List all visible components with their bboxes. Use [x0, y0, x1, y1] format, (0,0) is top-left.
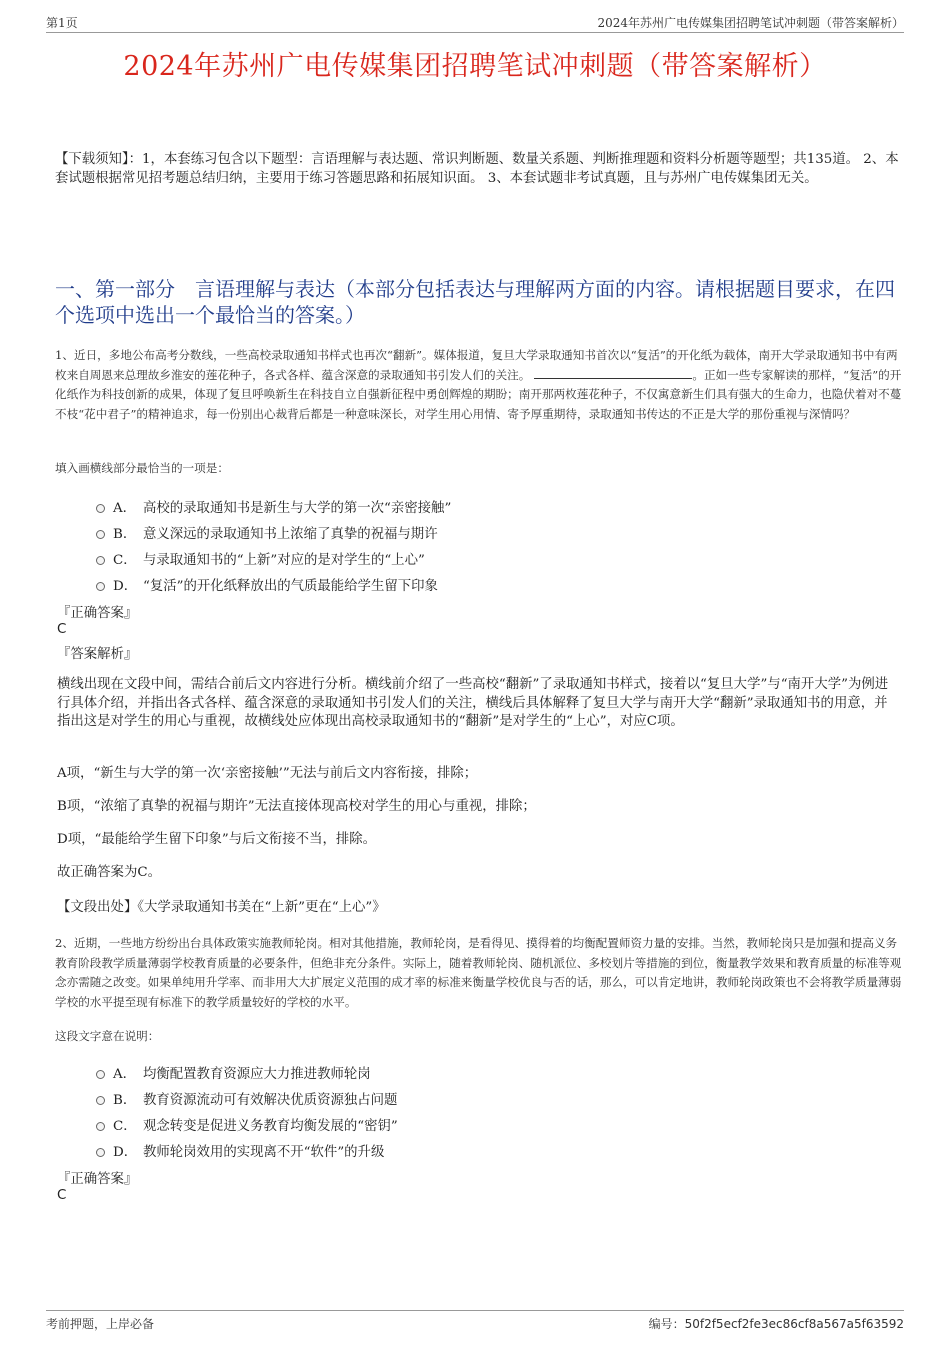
question-1-analysis-label: 『答案解析』 — [57, 647, 138, 662]
question-1-option-a[interactable] — [96, 497, 451, 517]
option-letter: B． — [113, 527, 137, 542]
question-1-answer-label: 『正确答案』 — [57, 606, 138, 621]
footer-code-label: 编号： — [648, 1317, 685, 1331]
question-2-option-c[interactable] — [96, 1115, 398, 1135]
option-letter: D． — [113, 579, 138, 594]
question-1-prompt: 填入画横线部分最恰当的一项是： — [55, 461, 229, 475]
option-letter: C． — [113, 553, 137, 568]
question-1-text-before: 1、近日，多地公布高考分数线，一些高校录取通知书样式也再次“翻新”。媒体报道，复旦大学录取通知书首次以“复活”的开化纸为载体，南开大学录取通知书中有两枚来自周恩来总理故乡淮安的莲花种子，各式各样、蕴含深意的录取通知书引发人们的关注。 — [55, 348, 898, 382]
radio-icon[interactable] — [96, 504, 105, 513]
header-doc-title: 2024年苏州广电传媒集团招聘笔试冲刺题（带答案解析） — [597, 16, 904, 30]
option-text: 观念转变是促进义务教育均衡发展的“密钥” — [143, 1119, 398, 1134]
option-letter: D． — [113, 1145, 138, 1160]
option-text: 意义深远的录取通知书上浓缩了真挚的祝福与期许 — [143, 527, 438, 542]
fill-blank-line — [534, 368, 692, 379]
footer-code-block — [649, 1315, 904, 1332]
question-2-answer: C — [57, 1188, 67, 1203]
question-2-text: 2、近期，一些地方纷纷出台具体政策实施教师轮岗。相对其他措施，教师轮岗，是看得见、摸得着的均衡配置师资力量的安排。当然，教师轮岗只是加强和提高义务教育阶段教学质量薄弱学校教育质量的必要条件，但绝非充分条件。实际上，随着教师轮岗、随机派位、多校划片等措施的到位，衡量教学效果和教育质量的标准等观念亦需随之改变。如果单纯用升学率、而非用大大扩展定义范围的成才率的标准来衡量学校优良与否的话，那么，可以肯定地讲，教师轮岗政策也不会将教学质量薄弱学校的水平提至现有标准下的教学质量较好的学校的水平。 — [55, 936, 902, 1009]
option-text: 均衡配置教育资源应大力推进教师轮岗 — [143, 1067, 371, 1082]
question-1-exclude-a: A项，“新生与大学的第一次‘亲密接触’”无法与前后文内容衔接，排除； — [57, 766, 478, 781]
question-2-prompt: 这段文字意在说明： — [55, 1029, 160, 1043]
question-1-text-after: 。正如一些专家解读的那样，“复活”的开化纸作为科技创新的成果，体现了复旦呼唤新生在科技自立自强新征程中勇创辉煌的期盼；南开那两枚莲花种子，不仅寓意新生们具有强大的生命力，也隐伏着对不蔓不枝“花中君子”的精神追求，每一份别出心裁背后都是一种意味深长，对学生用心用情、寄予厚重期待，录取通知书传达的不正是大学的那份重视与深情吗？ — [55, 367, 902, 421]
option-letter: A． — [113, 1067, 137, 1082]
option-letter: C． — [113, 1119, 137, 1134]
question-2-answer-label: 『正确答案』 — [57, 1172, 138, 1187]
option-text: 教育资源流动可有效解决优质资源独占问题 — [143, 1093, 398, 1108]
radio-icon[interactable] — [96, 1096, 105, 1105]
download-notice: 【下载须知】：1，本套练习包含以下题型：言语理解与表达题、常识判断题、数量关系题、判断推理题和资料分析题等题型；共135道。 2、本套试题根据常见招考题总结归纳，主要用于练习答题思路和拓展知识面。 3、本套试题非考试真题，且与苏州广电传媒集团无关。 — [55, 152, 899, 186]
page-header — [46, 12, 904, 33]
option-text: “复活”的开化纸释放出的气质最能给学生留下印象 — [143, 579, 438, 594]
question-2-option-d[interactable] — [96, 1141, 384, 1161]
question-1-answer: C — [57, 622, 67, 637]
question-1-exclude-b: B项，“浓缩了真挚的祝福与期许”无法直接体现高校对学生的用心与重视，排除； — [57, 799, 536, 814]
radio-icon[interactable] — [96, 1070, 105, 1079]
option-text: 与录取通知书的“上新”对应的是对学生的“上心” — [143, 553, 425, 568]
footer-slogan: 考前押题，上岸必备 — [46, 1317, 155, 1331]
option-text: 教师轮岗效用的实现离不开“软件”的升级 — [143, 1145, 385, 1160]
radio-icon[interactable] — [96, 530, 105, 539]
radio-icon[interactable] — [96, 582, 105, 591]
question-1-option-b[interactable] — [96, 523, 438, 543]
question-1-text — [55, 346, 905, 424]
option-letter: A． — [113, 501, 137, 516]
option-text: 高校的录取通知书是新生与大学的第一次“亲密接触” — [143, 501, 452, 516]
option-letter: B． — [113, 1093, 137, 1108]
question-1-source: 【文段出处】《大学录取通知书美在“上新”更在“上心”》 — [57, 900, 386, 915]
page-number: 第1页 — [46, 16, 78, 30]
question-2-option-a[interactable] — [96, 1063, 371, 1083]
question-1-option-c[interactable] — [96, 549, 425, 569]
radio-icon[interactable] — [96, 1148, 105, 1157]
question-1-exclude-d: D项，“最能给学生留下印象”与后文衔接不当，排除。 — [57, 832, 377, 847]
question-1-option-d[interactable] — [96, 575, 438, 595]
page-footer — [46, 1310, 904, 1331]
radio-icon[interactable] — [96, 1122, 105, 1131]
section-heading: 一、第一部分 言语理解与表达（本部分包括表达与理解两方面的内容。请根据题目要求，在四个选项中选出一个最恰当的答案。） — [55, 277, 895, 327]
question-1-conclusion: 故正确答案为C。 — [57, 865, 161, 880]
footer-code: 50f2f5ecf2fe3ec86cf8a567a5f63592 — [684, 1317, 904, 1331]
page-title: 2024年苏州广电传媒集团招聘笔试冲刺题（带答案解析） — [123, 51, 827, 82]
radio-icon[interactable] — [96, 556, 105, 565]
question-1-analysis: 横线出现在文段中间，需结合前后文内容进行分析。横线前介绍了一些高校“翻新”了录取通知书样式，接着以“复旦大学”与“南开大学”为例进行具体介绍，并指出各式各样、蕴含深意的录取通知书引发人们的关注，横线后具体解释了复旦大学与南开大学“翻新”录取通知书的用意，并指出这是对学生的用心与重视，故横线处应体现出高校录取通知书的“翻新”是对学生的“上心”，对应C项。 — [57, 677, 889, 729]
question-2-option-b[interactable] — [96, 1089, 397, 1109]
